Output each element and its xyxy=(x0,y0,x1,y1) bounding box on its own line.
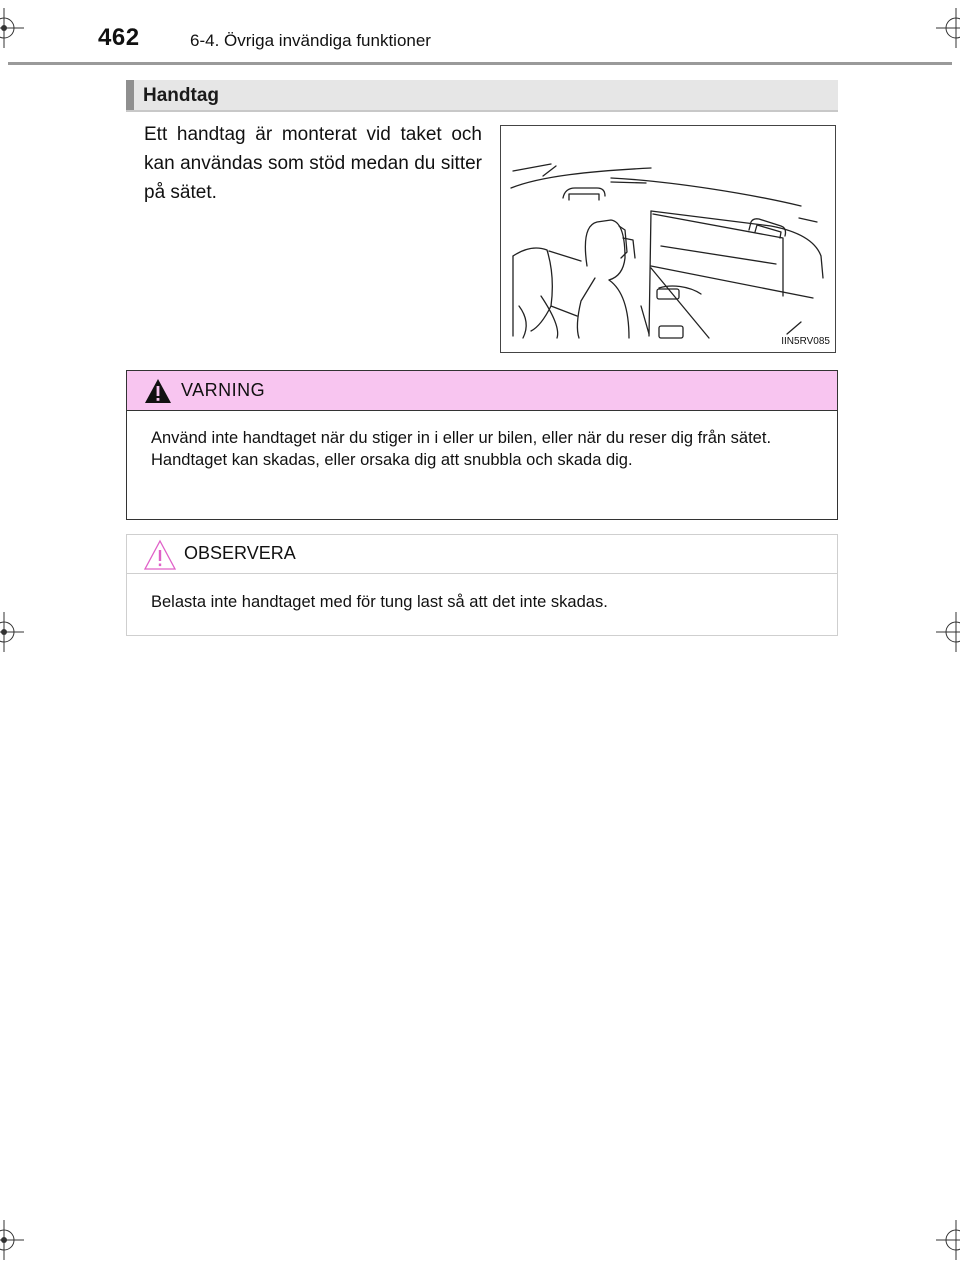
section-bar-accent xyxy=(126,80,134,110)
warning-line-2: Handtaget kan skadas, eller orsaka dig att snubbla och skada dig. xyxy=(151,451,633,469)
assist-grip-illustration xyxy=(500,125,836,353)
warning-icon xyxy=(143,377,173,405)
registration-mark-bottom-left xyxy=(0,1220,24,1260)
section-bar xyxy=(126,80,838,112)
chapter-title: 6-4. Övriga invändiga funktioner xyxy=(190,31,431,50)
figure-code: IIN5RV085 xyxy=(781,336,830,347)
registration-mark-mid-right xyxy=(936,612,960,652)
notice-box xyxy=(126,534,838,636)
registration-mark-top-right xyxy=(936,8,960,48)
warning-line-1: Använd inte handtaget när du stiger in i eller ur bilen, eller när du reser dig från sätet. xyxy=(151,429,772,447)
page-number: 462 xyxy=(98,24,140,51)
warning-box xyxy=(126,370,838,520)
notice-label: OBSERVERA xyxy=(184,543,296,563)
caution-outline-icon xyxy=(143,539,177,571)
notice-text: Belasta inte handtaget med för tung last så att det inte skadas. xyxy=(151,593,608,611)
section-title: Handtag xyxy=(143,85,219,106)
registration-mark-bottom-right xyxy=(936,1220,960,1260)
header-rule xyxy=(8,62,952,65)
warning-header xyxy=(127,371,837,411)
warning-label: VARNING xyxy=(181,380,266,400)
body-paragraph: Ett handtag är monterat vid taket och kan användas som stöd medan du sitter på sätet. xyxy=(144,124,482,203)
registration-mark-top-left xyxy=(0,8,24,48)
car-interior-drawing xyxy=(501,126,837,354)
notice-header xyxy=(127,535,837,574)
registration-mark-mid-left xyxy=(0,612,24,652)
warning-text xyxy=(151,427,827,471)
